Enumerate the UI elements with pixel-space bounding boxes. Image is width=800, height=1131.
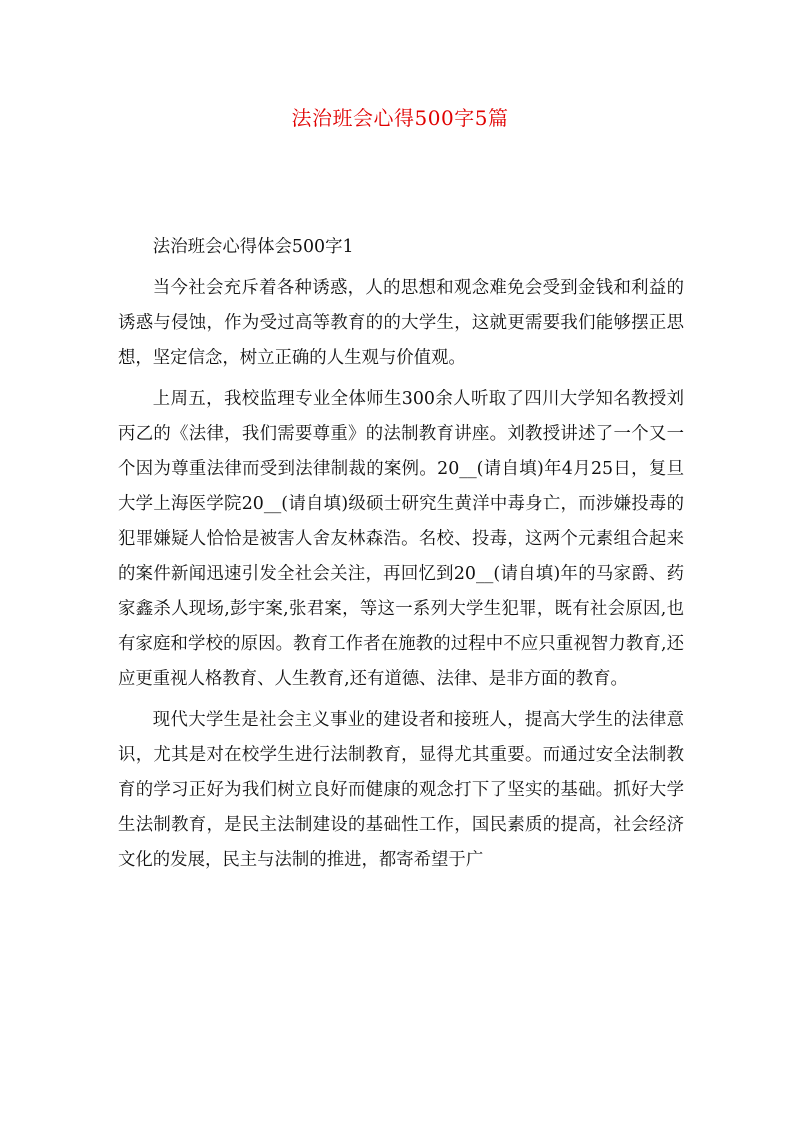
document-body xyxy=(118,230,684,878)
section-heading: 法治班会心得体会500字1 xyxy=(152,237,354,257)
document-title: 法治班会心得500字5篇 xyxy=(291,106,509,130)
paragraph-2: 上周五，我校监理专业全体师生300余人听取了四川大学知名教授刘丙乙的《法律，我们需要尊重》的法制教育讲座。刘教授讲述了一个又一个因为尊重法律而受到法律制裁的案例。20__(请自填)年4月25日，复旦大学上海医学院20__(请自填)级硕士研究生黄洋中毒身亡，而涉嫌投毒的犯罪嫌疑人恰恰是被害人舍友林森浩。名校、投毒，这两个元素组合起来的案件新闻迅速引发全社会关注，再回忆到20__(请自填)年的马家爵、药家鑫杀人现场,彭宇案,张君案，等这一系列大学生犯罪，既有社会原因,也有家庭和学校的原因。教育工作者在施教的过程中不应只重视智力教育,还应更重视人格教育、人生教育,还有道德、法律、是非方面的教育。 xyxy=(118,389,684,689)
paragraph-1: 当今社会充斥着各种诱惑，人的思想和观念难免会受到金钱和利益的诱惑与侵蚀，作为受过高等教育的的大学生，这就更需要我们能够摆正思想，坚定信念，树立正确的人生观与价值观。 xyxy=(118,278,684,368)
paragraph-3: 现代大学生是社会主义事业的建设者和接班人，提高大学生的法律意识，尤其是对在校学生进行法制教育，显得尤其重要。而通过安全法制教育的学习正好为我们树立良好而健康的观念打下了坚实的基础。抓好大学生法制教育，是民主法制建设的基础性工作，国民素质的提高，社会经济文化的发展，民主与法制的推进，都寄希望于广 xyxy=(118,710,684,870)
